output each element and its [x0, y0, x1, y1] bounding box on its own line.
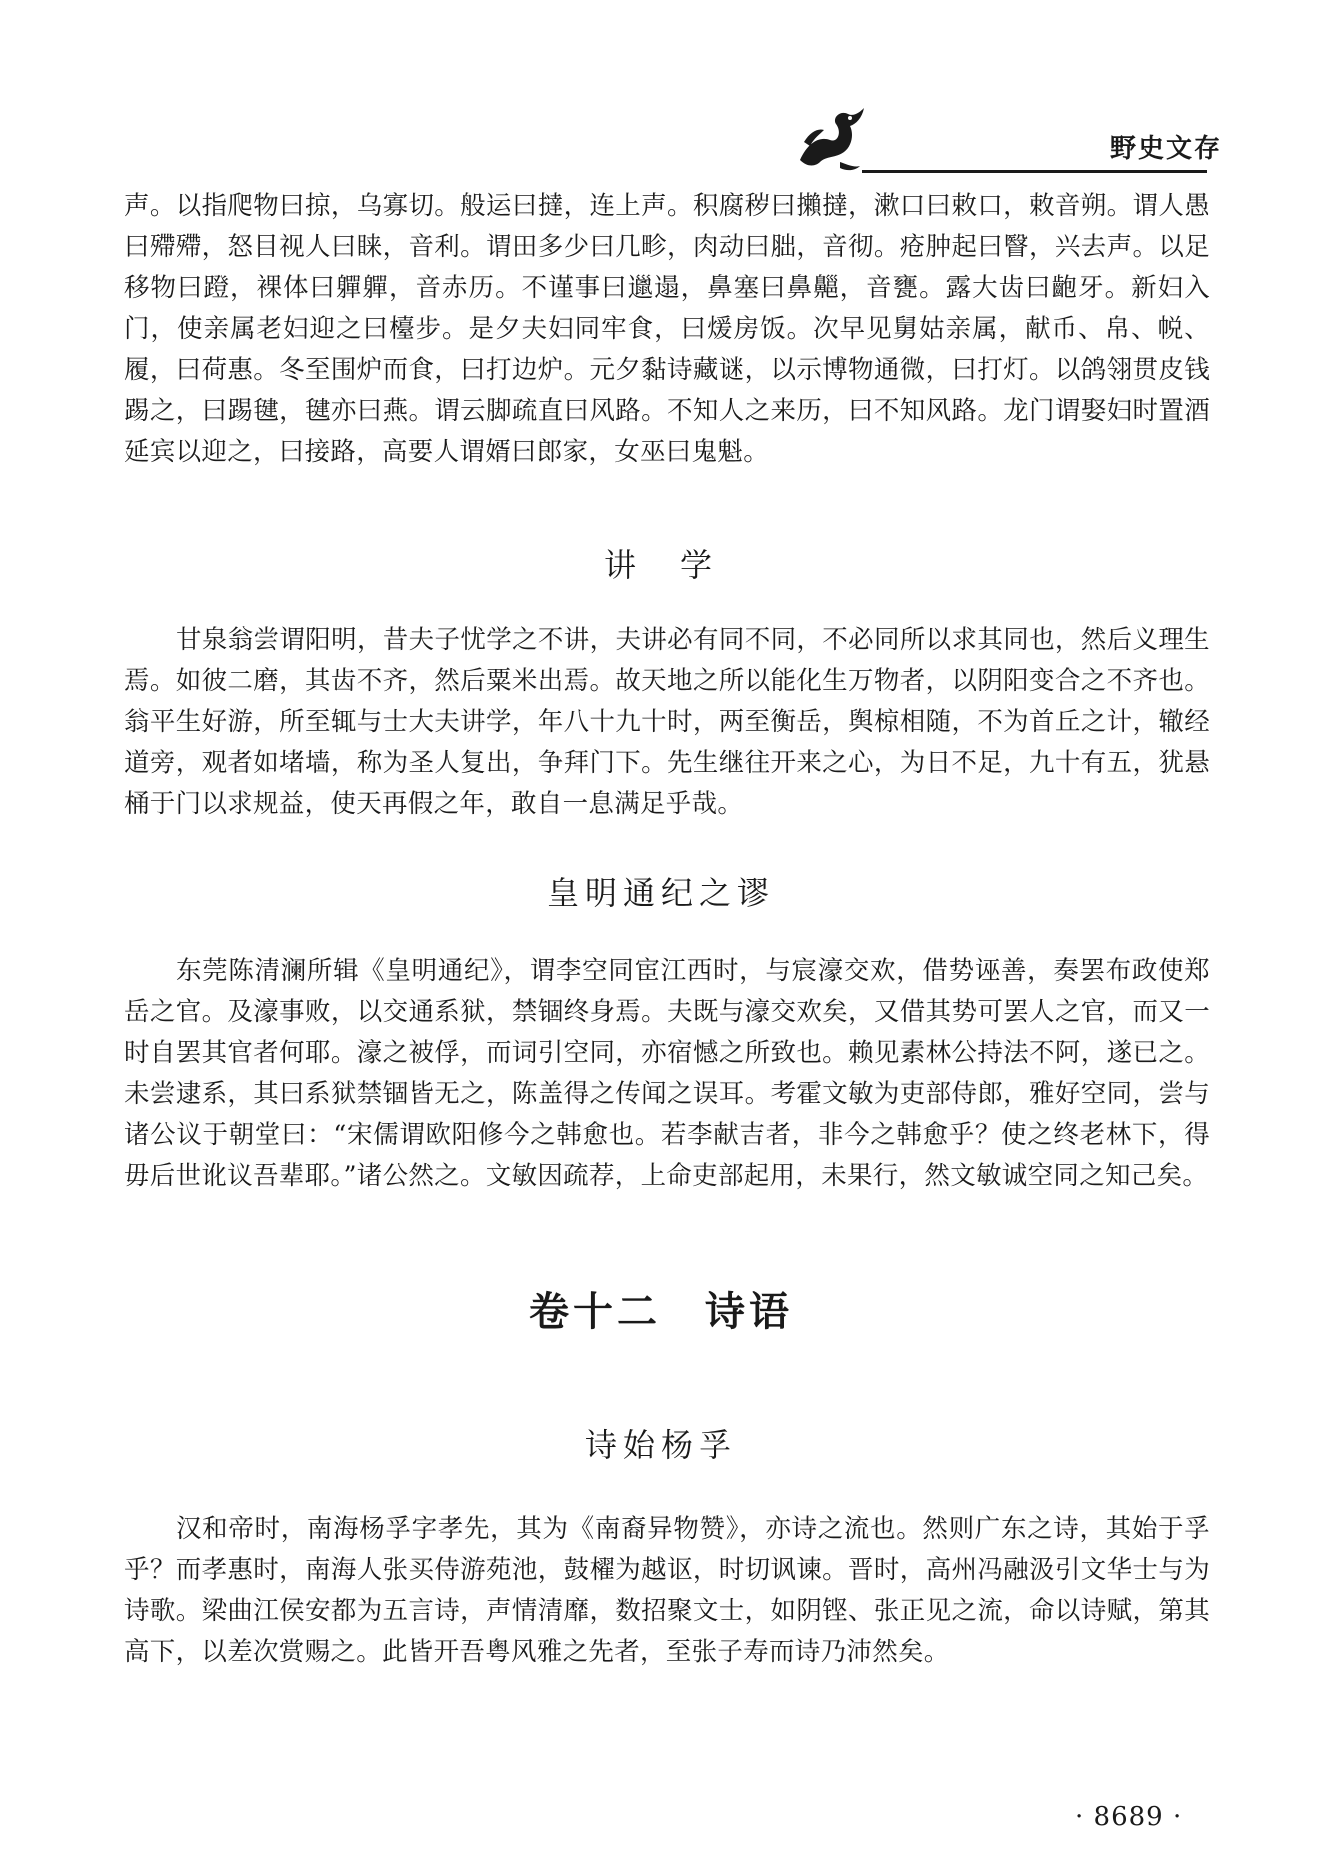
section-title-shishi: 诗始杨孚 [584, 1426, 737, 1464]
section-paragraph: 东莞陈清澜所辑《皇明通纪》，谓李空同宦江西时，与宸濠交欢，借势诬善，奏罢布政使郑岳之官。及濠事败，以交通系狱，禁锢终身焉。夫既与濠交欢矣，又借其势可罢人之官，而又一时自罢其官者何耶。濠之被俘，而词引空同，亦宿憾之所致也。赖见素林公持法不阿，遂已之。未尝逮系，其曰系狱禁锢皆无之，陈盖得之传闻之误耳。考霍文敏为吏部侍郎，雅好空同，尝与诸公议于朝堂曰：“宋儒谓欧阳修今之韩愈也。若李献吉者，非今之韩愈乎？使之终老林下，得毋后世讹议吾辈耶。”诸公然之。文敏因疏荐，上命吏部起用，未果行，然文敏诚空同之知己矣。 [124, 956, 1210, 1191]
section-shishi-body [124, 1509, 1210, 1673]
section-paragraph: 甘泉翁尝谓阳明，昔夫子忧学之不讲，夫讲必有同不同，不必同所以求其同也，然后义理生焉。如彼二磨，其齿不齐，然后粟米出焉。故天地之所以能化生万物者，以阴阳变合之不齐也。翁平生好游，所至辄与士大夫讲学，年八十九十时，两至衡岳，舆椋相随，不为首丘之计，辙经道旁，观者如堵墙，称为圣人复出，争拜门下。先生继往开来之心，为日不足，九十有五，犹悬桶于门以求规益，使天再假之年，敢自一息满足乎哉。 [124, 625, 1210, 819]
intro-paragraph: 声。以指爬物曰掠，乌寡切。般运曰撻，连上声。积腐秽曰攋撻，漱口曰敕口，敕音朔。谓人愚曰殢殢，怒目视人曰睐，音利。谓田多少曰几畛，肉动曰胐，音彻。疮肿起曰瞖，兴去声。以足移物曰蹬，裸体曰軃軃，音赤历。不谨事曰邋遢，鼻塞曰鼻齆，音甕。露大齿曰齙牙。新妇入门，使亲属老妇迎之曰檯步。是夕夫妇同牢食，曰煖房饭。次早见舅姑亲属，献币、帛、帨、履，曰荷惠。冬至围炉而食，曰打边炉。元夕黏诗藏谜，以示博物通微，曰打灯。以鸽翎贯皮钱踢之，曰踢毽，毽亦曰燕。谓云脚疏直曰风路。不知人之来历，曰不知风路。龙门谓娶妇时置酒延宾以迎之，曰接路，高要人谓婿曰郎家，女巫曰鬼魁。 [124, 191, 1210, 467]
dragon-logo-icon [790, 102, 870, 174]
running-header-title: 野史文存 [1110, 134, 1223, 164]
section-paragraph: 汉和帝时，南海杨孚字孝先，其为《南裔异物赞》，亦诗之流也。然则广东之诗，其始于孚乎？而孝惠时，南海人张买侍游苑池，鼓櫂为越讴，时切讽谏。晋时，高州冯融汲引文华士与为诗歌。梁曲江侯安都为五言诗，声情清靡，数招聚文士，如阴铿、张正见之流，命以诗赋，第其高下，以差次赏赐之。此皆开吾粤风雅之先者，至张子寿而诗乃沛然矣。 [124, 1514, 1210, 1667]
chapter-title: 卷十二 诗语 [529, 1289, 793, 1335]
page-number: · 8689 · [1075, 1802, 1183, 1832]
section-title-jiangxue: 讲 学 [603, 546, 718, 584]
section-jiangxue-body [124, 620, 1210, 825]
header-rule [862, 170, 1207, 173]
intro-text-block [124, 186, 1210, 473]
section-huangming-body [124, 951, 1210, 1197]
section-title-huangming: 皇明通纪之谬 [546, 874, 775, 912]
